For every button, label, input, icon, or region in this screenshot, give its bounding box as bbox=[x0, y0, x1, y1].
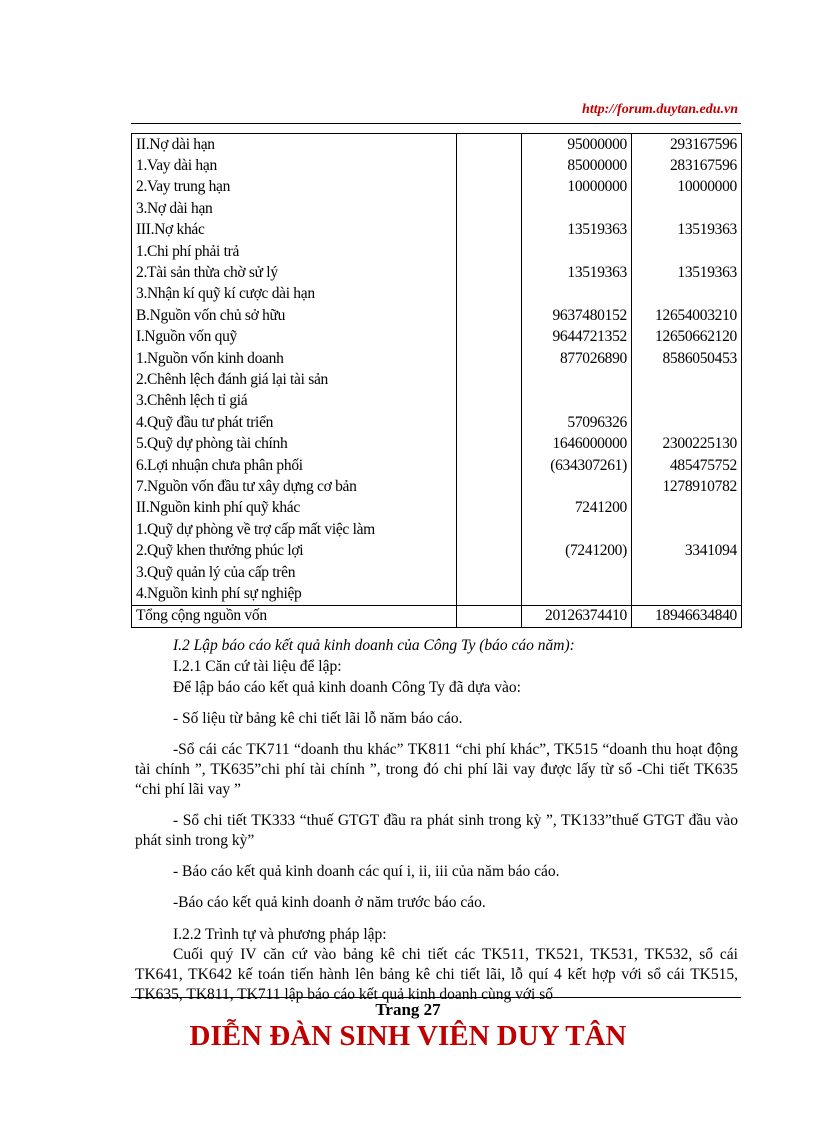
row-label: I.Nguồn vốn quỹ bbox=[132, 327, 457, 348]
table-row bbox=[132, 327, 742, 348]
table-row bbox=[132, 369, 742, 390]
blank-cell bbox=[457, 348, 522, 369]
blank-cell bbox=[457, 562, 522, 583]
value-year-1: 9644721352 bbox=[522, 327, 632, 348]
value-year-2 bbox=[632, 391, 742, 412]
value-year-2: 8586050453 bbox=[632, 348, 742, 369]
blank-cell bbox=[457, 284, 522, 305]
blank-cell bbox=[457, 369, 522, 390]
row-label: 4.Nguồn kinh phí sự nghiệp bbox=[132, 583, 457, 605]
value-year-1: 9637480152 bbox=[522, 305, 632, 326]
value-year-1: 95000000 bbox=[522, 134, 632, 156]
row-label: 4.Quỹ đầu tư phát triển bbox=[132, 412, 457, 433]
value-year-2: 12654003210 bbox=[632, 305, 742, 326]
value-year-1 bbox=[522, 198, 632, 219]
blank-cell bbox=[457, 476, 522, 497]
value-year-1 bbox=[522, 391, 632, 412]
blank-cell bbox=[457, 327, 522, 348]
row-label: 1.Chi phí phải trả bbox=[132, 241, 457, 262]
table-row bbox=[132, 220, 742, 241]
table-row bbox=[132, 519, 742, 540]
value-year-2: 13519363 bbox=[632, 220, 742, 241]
value-year-1: 10000000 bbox=[522, 177, 632, 198]
row-label: 3.Chênh lệch tỉ giá bbox=[132, 391, 457, 412]
value-year-1 bbox=[522, 476, 632, 497]
blank-cell bbox=[457, 455, 522, 476]
row-label: 7.Nguồn vốn đầu tư xây dựng cơ bản bbox=[132, 476, 457, 497]
blank-cell bbox=[457, 519, 522, 540]
row-label: 1.Vay dài hạn bbox=[132, 155, 457, 176]
row-label: 2.Quỹ khen thưởng phúc lợi bbox=[132, 540, 457, 561]
value-year-2: 10000000 bbox=[632, 177, 742, 198]
blank-cell bbox=[457, 305, 522, 326]
blank-cell bbox=[457, 241, 522, 262]
total-year-1: 20126374410 bbox=[522, 605, 632, 627]
value-year-2: 283167596 bbox=[632, 155, 742, 176]
bullet-item: -Báo cáo kết quả kinh doanh ở năm trước báo cáo. bbox=[173, 894, 486, 911]
table-row bbox=[132, 476, 742, 497]
value-year-1 bbox=[522, 562, 632, 583]
balance-sheet-table bbox=[131, 133, 742, 628]
value-year-2 bbox=[632, 583, 742, 605]
blank-cell bbox=[457, 177, 522, 198]
value-year-1 bbox=[522, 519, 632, 540]
table-row bbox=[132, 284, 742, 305]
value-year-1 bbox=[522, 369, 632, 390]
blank-cell bbox=[457, 155, 522, 176]
section-heading: I.2 Lập báo cáo kết quả kinh doanh của Công Ty (báo cáo năm): bbox=[173, 637, 575, 654]
table-row bbox=[132, 540, 742, 561]
row-label: III.Nợ khác bbox=[132, 220, 457, 241]
value-year-1: 85000000 bbox=[522, 155, 632, 176]
value-year-2: 13519363 bbox=[632, 262, 742, 283]
value-year-1: (7241200) bbox=[522, 540, 632, 561]
value-year-1: 7241200 bbox=[522, 498, 632, 519]
value-year-1 bbox=[522, 241, 632, 262]
row-label: II.Nguồn kinh phí quỹ khác bbox=[132, 498, 457, 519]
bullet-item: - Báo cáo kết quả kinh doanh các quí i, ii, iii của năm báo cáo. bbox=[173, 863, 560, 880]
blank-cell bbox=[457, 605, 522, 627]
value-year-2: 2300225130 bbox=[632, 433, 742, 454]
report-body bbox=[135, 636, 738, 1005]
row-label: 1.Quỹ dự phòng về trợ cấp mất việc làm bbox=[132, 519, 457, 540]
value-year-2 bbox=[632, 198, 742, 219]
value-year-2 bbox=[632, 562, 742, 583]
value-year-1: 57096326 bbox=[522, 412, 632, 433]
value-year-2: 1278910782 bbox=[632, 476, 742, 497]
header-divider bbox=[131, 123, 741, 124]
table-row bbox=[132, 583, 742, 605]
page-number: Trang 27 bbox=[375, 1000, 441, 1019]
value-year-2 bbox=[632, 241, 742, 262]
table-row bbox=[132, 498, 742, 519]
table-row bbox=[132, 562, 742, 583]
table-row bbox=[132, 177, 742, 198]
row-label: 1.Nguồn vốn kinh doanh bbox=[132, 348, 457, 369]
bullet-item: - Số liệu từ bảng kê chi tiết lãi lỗ năm báo cáo. bbox=[173, 710, 463, 727]
table-row bbox=[132, 433, 742, 454]
value-year-1: 13519363 bbox=[522, 220, 632, 241]
value-year-2 bbox=[632, 498, 742, 519]
forum-title: DIỄN ĐÀN SINH VIÊN DUY TÂN bbox=[189, 1020, 627, 1052]
blank-cell bbox=[457, 391, 522, 412]
row-label: 3.Nợ dài hạn bbox=[132, 198, 457, 219]
value-year-1: (634307261) bbox=[522, 455, 632, 476]
value-year-2 bbox=[632, 519, 742, 540]
value-year-1: 877026890 bbox=[522, 348, 632, 369]
table-row bbox=[132, 155, 742, 176]
table-row bbox=[132, 262, 742, 283]
table-row bbox=[132, 241, 742, 262]
table-row bbox=[132, 134, 742, 156]
total-year-2: 18946634840 bbox=[632, 605, 742, 627]
subsection-title: I.2.2 Trình tự và phương pháp lập: bbox=[173, 926, 387, 943]
subsection-title: I.2.1 Căn cứ tài liệu để lập: bbox=[173, 658, 342, 675]
value-year-2 bbox=[632, 369, 742, 390]
table-row bbox=[132, 305, 742, 326]
blank-cell bbox=[457, 540, 522, 561]
value-year-2: 3341094 bbox=[632, 540, 742, 561]
value-year-2: 485475752 bbox=[632, 455, 742, 476]
row-label: 2.Tài sản thừa chờ sử lý bbox=[132, 262, 457, 283]
row-label: 3.Quỹ quản lý của cấp trên bbox=[132, 562, 457, 583]
value-year-2: 12650662120 bbox=[632, 327, 742, 348]
table-row bbox=[132, 391, 742, 412]
footer-divider bbox=[131, 997, 741, 998]
value-year-1 bbox=[522, 284, 632, 305]
row-label: 2.Vay trung hạn bbox=[132, 177, 457, 198]
table-row bbox=[132, 348, 742, 369]
blank-cell bbox=[457, 198, 522, 219]
blank-cell bbox=[457, 433, 522, 454]
total-row bbox=[132, 605, 742, 627]
row-label: B.Nguồn vốn chủ sở hữu bbox=[132, 305, 457, 326]
bullet-item: - Sổ chi tiết TK333 “thuế GTGT đầu ra phát sinh trong kỳ ”, TK133”thuế GTGT đầu vào phát sinh trong kỳ” bbox=[135, 812, 738, 849]
table-row bbox=[132, 198, 742, 219]
value-year-2 bbox=[632, 284, 742, 305]
total-label: Tổng cộng nguồn vốn bbox=[132, 605, 457, 627]
blank-cell bbox=[457, 583, 522, 605]
value-year-2: 293167596 bbox=[632, 134, 742, 156]
intro-text: Để lập báo cáo kết quả kinh doanh Công Ty đã dựa vào: bbox=[173, 679, 521, 696]
blank-cell bbox=[457, 498, 522, 519]
bullet-item: -Sổ cái các TK711 “doanh thu khác” TK811 “chi phí khác”, TK515 “doanh thu hoạt động tài chính ”, TK635”chi phí tài chính ”, trong đó chi phí lãi vay được lấy từ sổ -Chi tiết TK635 “chi phí lãi vay ” bbox=[135, 741, 738, 798]
value-year-2 bbox=[632, 412, 742, 433]
forum-url-link[interactable]: http://forum.duytan.edu.vn bbox=[582, 102, 738, 117]
value-year-1 bbox=[522, 583, 632, 605]
value-year-1: 13519363 bbox=[522, 262, 632, 283]
row-label: 2.Chênh lệch đánh giá lại tài sản bbox=[132, 369, 457, 390]
table-row bbox=[132, 455, 742, 476]
blank-cell bbox=[457, 412, 522, 433]
row-label: II.Nợ dài hạn bbox=[132, 134, 457, 156]
blank-cell bbox=[457, 220, 522, 241]
blank-cell bbox=[457, 134, 522, 156]
row-label: 5.Quỹ dự phòng tài chính bbox=[132, 433, 457, 454]
row-label: 3.Nhận kí quỹ kí cược dài hạn bbox=[132, 284, 457, 305]
procedure-paragraph: Cuối quý IV căn cứ vào bảng kê chi tiết các TK511, TK521, TK531, TK532, sổ cái TK641, TK642 kế toán tiến hành lên bảng kê chi tiết lãi, lỗ quí 4 kết hợp với sổ cái TK515, TK635, TK811, TK711 lập báo cáo kết quả kinh doanh cùng với số bbox=[135, 946, 738, 1003]
blank-cell bbox=[457, 262, 522, 283]
table-row bbox=[132, 412, 742, 433]
value-year-1: 1646000000 bbox=[522, 433, 632, 454]
row-label: 6.Lợi nhuận chưa phân phối bbox=[132, 455, 457, 476]
